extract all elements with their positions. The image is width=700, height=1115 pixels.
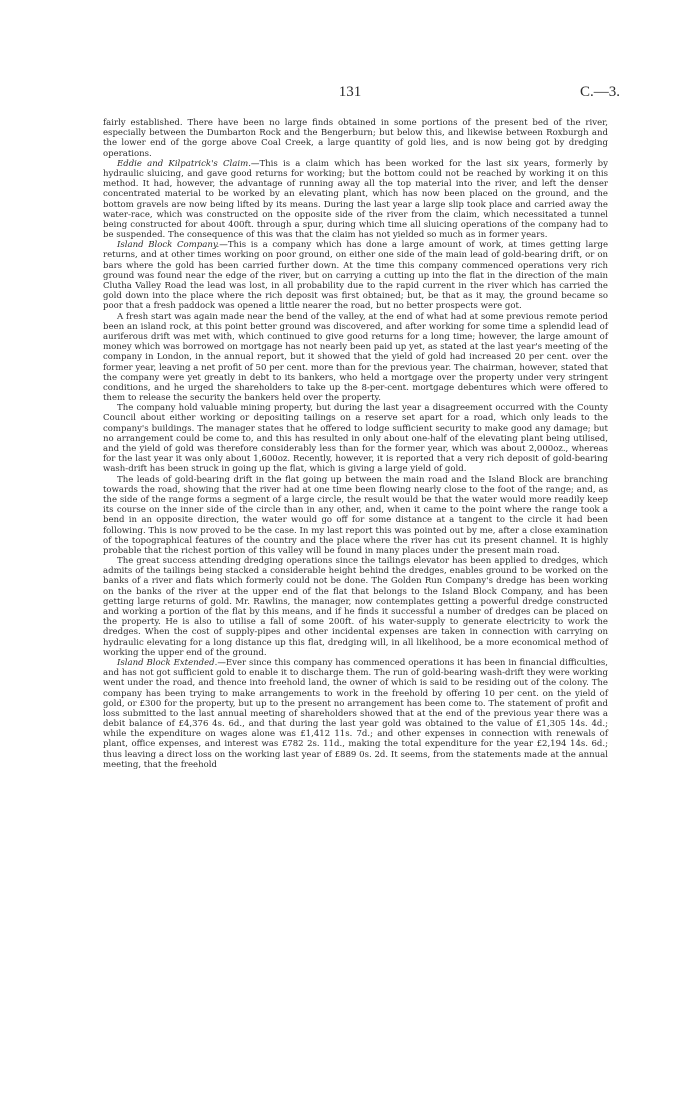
paragraph-mining-property: The company hold valuable mining property, but during the last year a disagreement occurred with the County Council about either working or depositing tailings on a reserve set apart for a road, which only leads to the company's buildings. The manager states that he offered to lodge sufficient security to make good any damage; but no arrangement could be come to, and this has resulted in only about one-half of the elevating plant being utilised, and the yield of gold was therefore considerably less than for the former year, which was about 2,000oz., whereas for the last year it was only about 1,600oz. Recently, however, it is reported that a very rich deposit of gold-bearing wash-drift has been struck in going up the flat, which is giving a large yield of gold. xyxy=(103,403,608,475)
section-heading: Eddie and Kilpatrick's Claim.— xyxy=(117,158,260,169)
paragraph-island-block: Island Block Company.—This is a company which has done a large amount of work, at times getting large returns, and at other times working on poor ground, on either one side of the main lead of gold-bearing drift, or on bars where the gold has been carried further down. At the time this company commenced operations very rich ground was found near the edge of the river, but on carrying a cutting up into the flat in the direction of the main Clutha Valley Road the lead was lost, in all probability due to the rapid current in the river which has carried the gold down into the place where the rich deposit was first obtained; but, be that as it may, the ground became so poor that a fresh paddock was opened a little nearer the road, but no better prospects were got. xyxy=(103,240,608,312)
paragraph-fresh-start: A fresh start was again made near the bend of the valley, at the end of what had at some previous remote period been an island rock, at this point better ground was discovered, and after working for some time a splendid lead of auriferous drift was met with, which continued to give good returns for a long time; however, the large amount of money which was borrowed on mortgage has not nearly been paid up yet, as stated at the last year's meeting of the company in London, in the annual report, but it showed that the yield of gold had increased 20 per cent. over the former year, leaving a net profit of 50 per cent. more than for the previous year. The chairman, however, stated that the company were yet greatly in debt to its bankers, who held a mortgage over the property under very stringent conditions, and he urged the shareholders to take up the 8-per-cent. mortgage debentures which were offered to them to release the security the bankers held over the property. xyxy=(103,311,608,404)
body-text xyxy=(103,118,608,770)
paragraph-eddie-kilpatrick: Eddie and Kilpatrick's Claim.—This is a claim which has been worked for the last six years, formerly by hydraulic sluicing, and gave good returns for working; but the bottom could not be reached by working it on this method. It had, however, the advantage of running away all the top material into the river, and left the denser concentrated material to be worked by an elevating plant, which has now been placed on the ground, and the bottom gravels are now being lifted by its means. During the last year a large slip took place and carried away the water-race, which was constructed on the opposite side of the river from the claim, which necessitated a tunnel being constructed for about 400ft. through a spur, during which time all sluicing operations of the company had to be suspended. The consequence of this was that the claim has not yielded so much as in former years. xyxy=(103,158,608,241)
section-heading: Island Block Company.— xyxy=(117,240,228,251)
paragraph-gold-leads: The leads of gold-bearing drift in the flat going up between the main road and the Island Block are branching towards the road, showing that the river had at one time been flowing nearly close to the foot of the range; and, as the side of the range forms a segment of a large circle, the result would be that the water would more readily keep its course on the inner side of the circle than in any other, and, when it came to the point where the range took a bend in an opposite direction, the water would go off for some distance at a tangent to the circle it had been following. This is now proved to be the case. In my last report this was pointed out by me, after a close examination of the topographical features of the country and the place where the river has cut its present channel. It is highly probable that the richest portion of this valley will be found in many places under the present main road. xyxy=(103,474,608,556)
document-reference: C.—3. xyxy=(579,84,620,100)
page-header xyxy=(0,84,700,104)
page-number: 131 xyxy=(338,84,362,100)
paragraph-island-block-extended: Island Block Extended.—Ever since this company has commenced operations it has been in financial difficulties, and has not got sufficient gold to enable it to discharge them. The run of gold-bearing wash-drift they were working went under the road, and thence into freehold land, the owner of which is said to be residing out of the colony. The company has been trying to make arrangements to work in the freehold by offering 10 per cent. on the yield of gold, or £300 for the property, but up to the present no arrangement has been come to. The statement of profit and loss submitted to the last annual meeting of shareholders showed that at the end of the previous year there was a debit balance of £4,376 4s. 6d., and that during the last year gold was obtained to the value of £1,305 14s. 4d.; while the expenditure on wages alone was £1,412 11s. 7d.; and other expenses in connection with renewals of plant, office expenses, and interest was £782 2s. 11d., making the total expenditure for the year £2,194 14s. 6d.; thus leaving a direct loss on the working last year of £889 0s. 2d. It seems, from the statements made at the annual meeting, that the freehold xyxy=(103,657,608,770)
section-heading: Island Block Extended.— xyxy=(117,657,226,668)
paragraph-dredging: The great success attending dredging operations since the tailings elevator has been applied to dredges, which admits of the tailings being stacked a considerable height behind the dredges, enables ground to be worked on the banks of a river and flats which formerly could not be done. The Golden Run Company's dredge has been working on the banks of the river at the upper end of the flat that belongs to the Island Block Company, and has been getting large returns of gold. Mr. Rawlins, the manager, now contemplates getting a powerful dredge constructed and working a portion of the flat by this means, and if he finds it successful a number of dredges can be placed on the property. He is also to utilise a fall of some 200ft. of his water-supply to generate electricity to work the dredges. When the cost of supply-pipes and other incidental expenses are taken in connection with carrying on hydraulic elevating for a long distance up this flat, dredging will, in all likelihood, be a more economical method of working the upper end of the ground. xyxy=(103,556,608,658)
paragraph-continuation: fairly established. There have been no large finds obtained in some portions of the present bed of the river, especially between the Dumbarton Rock and the Bengerburn; but below this, and likewise between Roxburgh and the lower end of the gorge above Coal Creek, a large quantity of gold lies, and is now being got by dredging operations. xyxy=(103,118,608,159)
